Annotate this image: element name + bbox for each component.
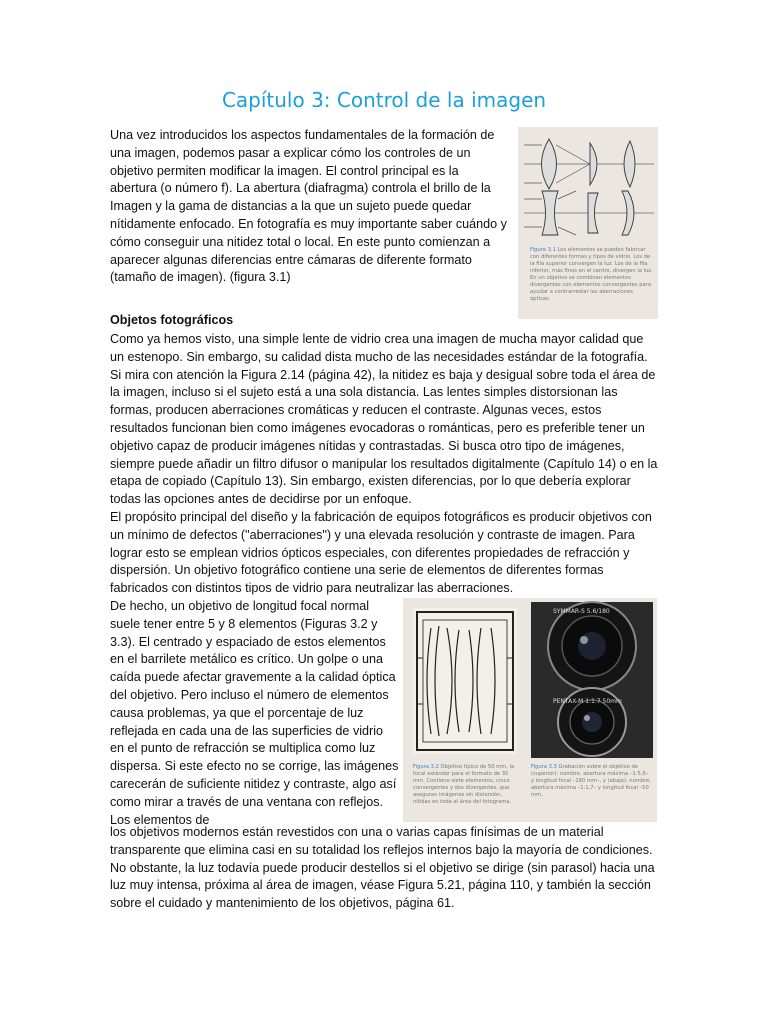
- paragraph-proposito: El propósito principal del diseño y la fabricación de equipos fotográficos es producir objetivos con un mínimo de defectos ("aberraciones") y una elevada resolución y contraste de imagen. Para lograr esto se emplean vidrios ópticos especiales, con diferentes propiedades de refracción y dispersión. Un objetivo fotográfico contiene una serie de elementos de diferentes formas fabricados con distintos tipos de vidrio para neutralizar las aberraciones.: [110, 510, 652, 596]
- paragraph-revestimientos: los objetivos modernos están revestidos con una o varias capas finísimas de un material transparente que elimina casi en su totalidad los reflejos internos bajo la mayoría de condiciones. No obstante, la luz todavía puede producir destellos si el objetivo se dirige (sin parasol) hacia una luz muy intensa, próxima al área de imagen, véase Figura 5.21, página 110, y también la sección sobre el cuidado y mantenimiento de los objetivos, página 61.: [110, 825, 655, 911]
- figure-3-1-label: Figura 3.1: [530, 247, 556, 253]
- figure-3-3-text: Grabación sobre el objetivo de (superior): nombre, abertura máxima –1:5,6– y longitud focal –180 mm–, y (abajo): nombre, abertura máxima –1:1,7– y longitud focal –50 mm.: [531, 764, 651, 798]
- figure-3-1: [518, 127, 658, 319]
- page-title: Capítulo 3: Control de la imagen: [221, 88, 547, 112]
- lens-cross-section-and-photos: [403, 598, 657, 760]
- figure-3-1-text: Los elementos se pueden fabricar con diferentes formas y tipos de vidrio. Los de la fila superior convergen la luz. Los de la fila inferior, más finos en el centro, divergen la luz. En un objetivo se combinan elementos divergentes con elementos convergentes para ayudar a contrarrestar las aberraciones ópticas.: [530, 247, 653, 302]
- section-heading: Objetos fotográficos: [110, 313, 234, 327]
- figure-3-1-caption: [530, 247, 654, 303]
- figure-3-2-text: Objetivo típico de 50 mm, la focal estándar para el formato de 35 mm. Contiene siete elementos, cinco convergentes y dos divergentes, que aseguran imágenes sin distorsión, nítidas en toda el área del fotograma.: [413, 764, 515, 805]
- lens-elements-diagram: [518, 127, 658, 245]
- figure-3-3-caption: [531, 764, 653, 799]
- figure-3-3-label: Figura 3.3: [531, 764, 557, 770]
- figures-3-2-and-3-3: [403, 598, 657, 822]
- paragraph-elementos: De hecho, un objetivo de longitud focal normal suele tener entre 5 y 8 elementos (Figuras 3.2 y 3.3). El centrado y espaciado de estos elementos en el barrilete metálico es crítico. Un golpe o una caída puede afectar gravemente a la calidad óptica del objetivo. Pero incluso el número de elementos causa problemas, ya que el porcentaje de luz reflejada en cada una de las superficies de vidrio en el punto de refracción se multiplica como luz dispersa. Si este efecto no se corrige, las imágenes carecerán de suficiente nitidez y contraste, algo así como mirar a través de una ventana con reflejos. Los elementos de: [110, 599, 399, 827]
- figure-3-2-caption: [413, 764, 521, 806]
- lens-bottom-engraving: PENTAX-M 1:1.7 50mm: [553, 698, 622, 705]
- intro-paragraph: Una vez introducidos los aspectos fundamentales de la formación de una imagen, podemos pasar a explicar cómo los controles de un objetivo permiten modificar la imagen. El control principal es la abertura (o número f). La abertura (diafragma) controla el brillo de la Imagen y la gama de distancias a la que un sujeto puede quedar nítidamente enfocado. En fotografía es muy importante saber cuándo y cómo conseguir una nitidez total o local. En este punto comienzan a aparecer algunas diferencias entre cámaras de diferente formato (tamaño de imagen). (figura 3.1): [110, 128, 507, 285]
- figure-3-2-label: Figura 3.2: [413, 764, 439, 770]
- lens-top-engraving: SYMMAR-S 5.6/180: [553, 608, 610, 615]
- paragraph-objetos: Como ya hemos visto, una simple lente de vidrio crea una imagen de mucha mayor calidad que un estenopo. Sin embargo, su calidad dista mucho de las necesidades estándar de la fotografía. Si mira con atención la Figura 2.14 (página 42), la nitidez es baja y desigual sobre toda el área de la imagen, incluso si el sujeto está a una sola distancia. Las lentes simples distorsionan las formas, producen aberraciones cromáticas y reducen el contraste. Algunas veces, estos resultados funcionan bien como imágenes evocadoras o románticas, pero es preferible tener un objetivo capaz de producir imágenes nítidas y contrastadas. Si busca otro tipo de imágenes, siempre puede añadir un filtro difusor o manipular los resultados digitalmente (Capítulo 14) o en la etapa de copiado (Capítulo 13). Sin embargo, existen diferencias, por lo que debería explorar todas las opciones antes de decidirse por un enfoque.: [110, 332, 658, 507]
